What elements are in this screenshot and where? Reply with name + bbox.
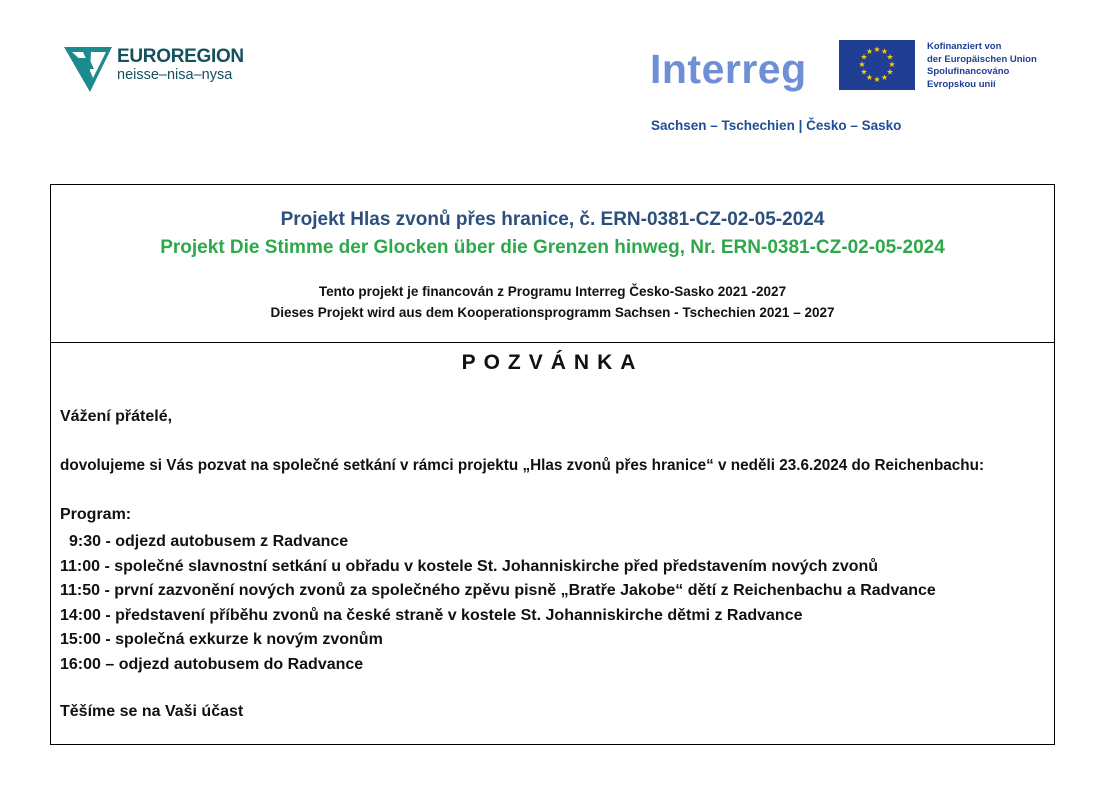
funding-note-cz: Tento projekt je financován z Programu Interreg Česko-Sasko 2021 -2027: [318, 284, 787, 299]
eu-cofinancing-text: [927, 41, 1087, 91]
svg-text:★: ★: [865, 73, 874, 82]
svg-text:★: ★: [886, 52, 894, 62]
euroregion-name: EUROREGION: [117, 46, 244, 67]
euroregion-logo-icon: [63, 44, 113, 94]
eu-line: Evropskou unií: [927, 78, 996, 90]
svg-text:★: ★: [886, 67, 894, 77]
euroregion-subtitle: neisse–nisa–nysa: [117, 67, 233, 83]
svg-text:★: ★: [873, 45, 881, 54]
project-title-cz: Projekt Hlas zvonů přes hranice, č. ERN-0381-CZ-02-05-2024: [280, 209, 825, 230]
program-item: 11:00 - společné slavnostní setkání u obřadu v kostele St. Johanniskirche před představením nových zvonů: [60, 557, 879, 575]
program-label: Program:: [60, 506, 132, 523]
svg-text:★: ★: [860, 67, 868, 77]
project-info-box: [50, 184, 1055, 343]
eu-line: der Europäischen Union: [927, 53, 1037, 65]
program-list: [60, 530, 936, 678]
program-item: 15:00 - společná exkurze k novým zvonům: [60, 631, 383, 649]
euroregion-logo: [63, 44, 263, 96]
invitation-heading: POZVÁNKA: [461, 351, 644, 374]
funding-note-de: Dieses Projekt wird aus dem Kooperationsprogramm Sachsen - Tschechien 2021 – 2027: [270, 305, 835, 320]
eu-line: Kofinanziert von: [927, 41, 1002, 52]
closing-line: Těšíme se na Vaši účast: [60, 703, 244, 720]
interreg-wordmark: Interreg: [650, 46, 807, 92]
eu-line: Spolufinancováno: [927, 66, 1010, 78]
program-region: Sachsen – Tschechien | Česko – Sasko: [651, 118, 902, 133]
svg-text:★: ★: [860, 52, 868, 62]
svg-text:★: ★: [880, 73, 889, 82]
project-title-de: Projekt Die Stimme der Glocken über die Grenzen hinweg, Nr. ERN-0381-CZ-02-05-2024: [160, 237, 945, 258]
svg-text:★: ★: [873, 75, 881, 84]
svg-text:★: ★: [865, 47, 874, 56]
invitation-box: [50, 342, 1055, 745]
program-item: 9:30 - odjezd autobusem z Radvance: [69, 533, 349, 550]
svg-text:★: ★: [880, 47, 889, 56]
program-item: 14:00 - představení příběhu zvonů na české straně v kostele St. Johanniskirche dětmi z Radvance: [60, 606, 803, 624]
invitation-intro: dovolujeme si Vás pozvat na společné setkání v rámci projektu „Hlas zvonů přes hranice“ v neděli 23.6.2024 do Reichenbachu:: [60, 457, 985, 474]
svg-text:★: ★: [858, 60, 866, 69]
greeting: Vážení přátelé,: [60, 408, 173, 425]
eu-flag-icon: [839, 40, 915, 90]
program-item: 16:00 – odjezd autobusem do Radvance: [60, 655, 364, 673]
program-item: 11:50 - první zazvonění nových zvonů za společného zpěvu pisně „Bratře Jakobe“ dětí z Reichenbachu a Radvance: [60, 582, 936, 600]
svg-text:★: ★: [888, 60, 896, 69]
